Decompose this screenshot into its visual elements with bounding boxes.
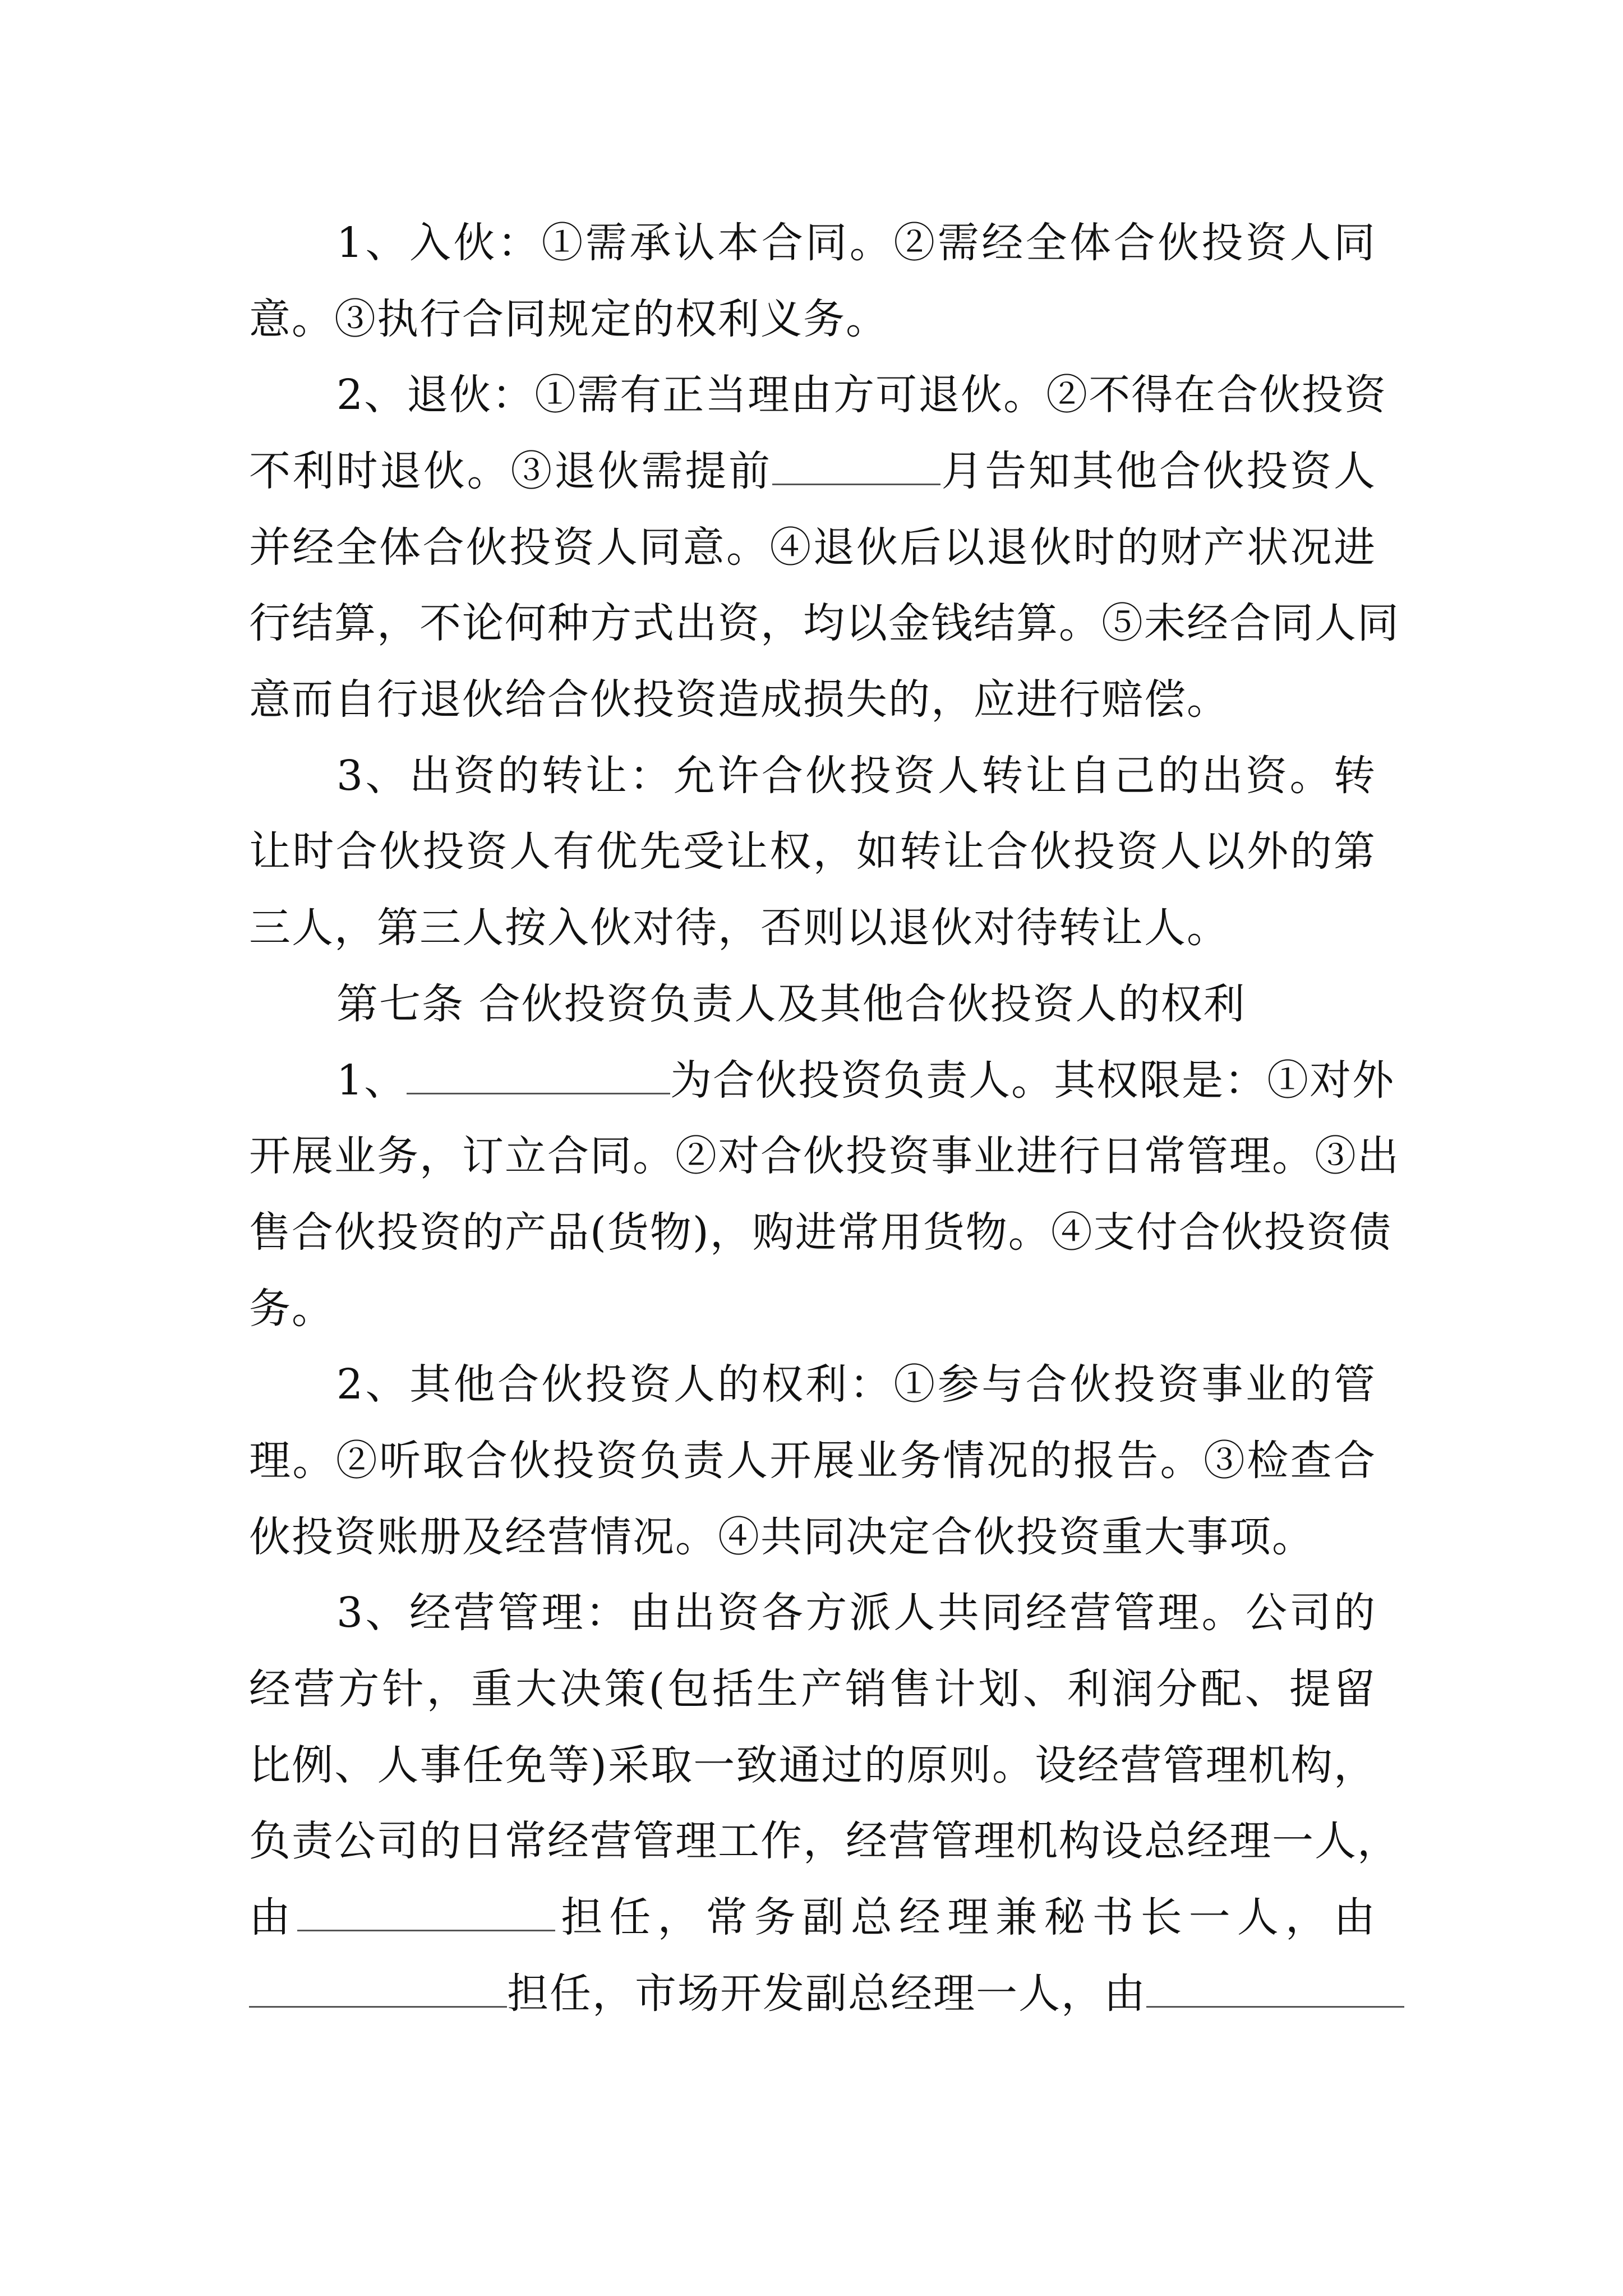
text-line: 并经全体合伙投资人同意。④退伙后以退伙时的财产状况进: [249, 523, 1376, 572]
text-line: 理。②听取合伙投资负责人开展业务情况的报告。③检查合: [249, 1437, 1376, 1485]
section-heading: 第七条 合伙投资负责人及其他合伙投资人的权利: [336, 980, 1246, 1028]
text-line: [336, 1052, 1395, 1108]
text-line: [249, 1966, 1376, 2022]
text-line: 2、退伙：①需有正当理由方可退伙。②不得在合伙投资: [336, 371, 1387, 419]
text-line: 2、其他合伙投资人的权利：①参与合伙投资事业的管: [336, 1360, 1376, 1409]
text-segment: 由: [249, 1893, 298, 1941]
text-line: 开展业务，订立合同。②对合伙投资事业进行日常管理。③出: [249, 1132, 1400, 1180]
fill-in-blank[interactable]: [1146, 1967, 1404, 2008]
text-segment: 担任，常务副总经理兼秘书长一人，由: [555, 1893, 1377, 1941]
text-line: 意而自行退伙给合伙投资造成损失的，应进行赔偿。: [249, 675, 1229, 724]
text-line: 1、入伙：①需承认本合同。②需经全体合伙投资人同: [336, 219, 1376, 267]
text-segment: 1、: [336, 1056, 407, 1105]
text-line: 伙投资账册及经营情况。④共同决定合伙投资重大事项。: [249, 1513, 1315, 1561]
text-line: 经营方针，重大决策(包括生产销售计划、利润分配、提留: [249, 1665, 1376, 1713]
fill-in-blank[interactable]: [249, 1967, 507, 2008]
text-line: 行结算，不论何种方式出资，均以金钱结算。⑤未经合同人同: [249, 599, 1400, 647]
fill-in-blank[interactable]: [772, 444, 940, 485]
text-line: [249, 443, 1376, 499]
fill-in-blank[interactable]: [407, 1053, 670, 1094]
text-segment: 担任，市场开发副总经理一人，由: [507, 1970, 1146, 2018]
text-segment: 月告知其他合伙投资人: [940, 447, 1377, 495]
text-line: 负责公司的日常经营管理工作，经营管理机构设总经理一人，: [249, 1817, 1400, 1865]
text-segment: 不利时退伙。③退伙需提前: [249, 447, 772, 495]
text-line: 比例、人事任免等)采取一致通过的原则。设经营管理机构，: [249, 1741, 1376, 1789]
text-line: 务。: [249, 1285, 334, 1333]
fill-in-blank[interactable]: [297, 1890, 555, 1931]
text-line: 3、经营管理：由出资各方派人共同经营管理。公司的: [336, 1589, 1376, 1637]
text-line: 3、出资的转让：允许合伙投资人转让自己的出资。转: [336, 752, 1376, 800]
text-line: 售合伙投资的产品(货物)，购进常用货物。④支付合伙投资债: [249, 1208, 1392, 1257]
text-line: 三人，第三人按入伙对待，否则以退伙对待转让人。: [249, 904, 1229, 952]
text-line: 意。③执行合同规定的权利义务。: [249, 295, 888, 343]
text-line: 让时合伙投资人有优先受让权，如转让合伙投资人以外的第: [249, 827, 1376, 876]
text-line: [249, 1889, 1376, 1945]
text-segment: 为合伙投资负责人。其权限是：①对外: [670, 1056, 1395, 1105]
